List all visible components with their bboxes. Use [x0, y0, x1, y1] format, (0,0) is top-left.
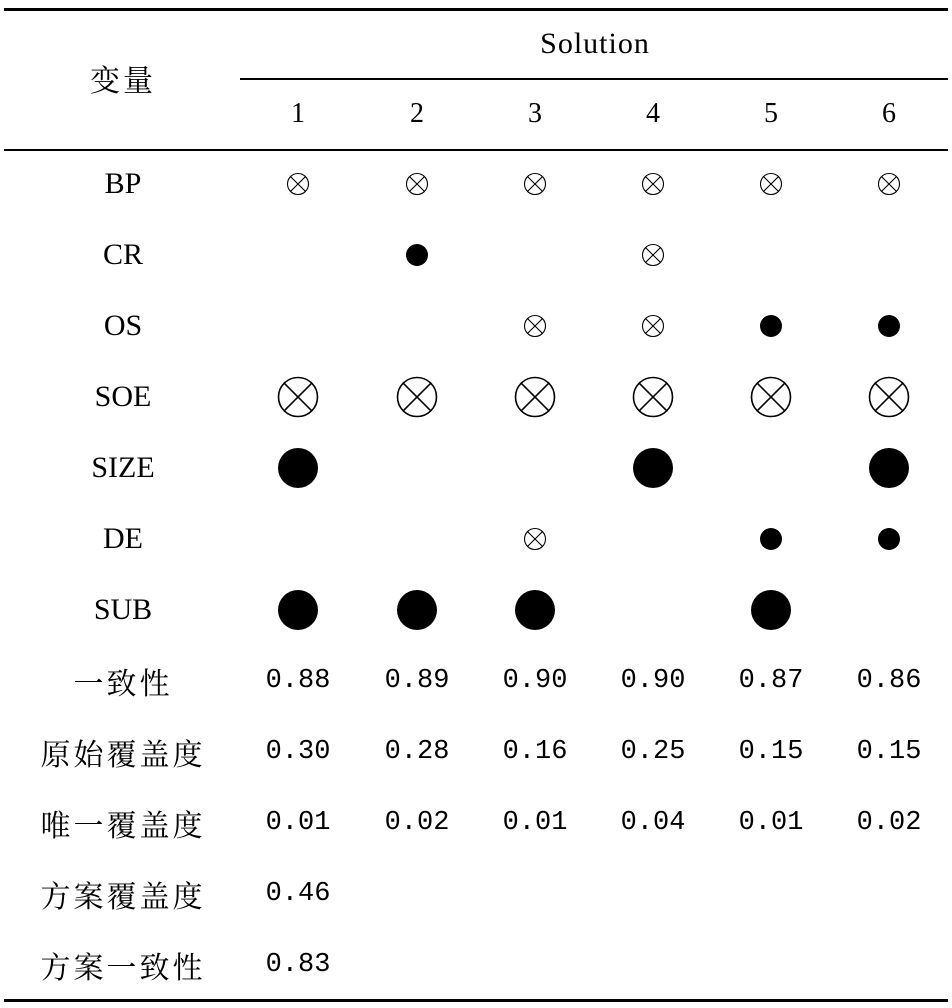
table-cell-symbol — [395, 375, 439, 419]
column-header-1: 1 — [291, 98, 305, 129]
core-present-circle — [276, 588, 320, 632]
metric-value: 0.01 — [738, 808, 804, 838]
table-cell-symbol — [749, 375, 793, 419]
peripheral-absent-crossed-circle — [522, 171, 548, 197]
row-label-bp: BP — [104, 167, 142, 200]
core-present-circle — [749, 588, 793, 632]
metric-value: 0.46 — [265, 879, 331, 909]
peripheral-absent-crossed-circle — [640, 242, 666, 268]
table-cell-symbol — [867, 375, 911, 419]
core-absent-crossed-circle — [513, 375, 557, 419]
column-header-4: 4 — [646, 98, 660, 129]
table-cell-symbol — [758, 526, 784, 552]
table-cell-symbol — [758, 171, 784, 197]
table-cell-symbol — [513, 375, 557, 419]
metric-label: 原始覆盖度 — [40, 738, 206, 773]
metric-value: 0.02 — [384, 808, 450, 838]
row-label-size: SIZE — [91, 451, 155, 484]
row-label-de: DE — [103, 522, 143, 555]
peripheral-present-circle — [404, 242, 430, 268]
core-present-circle — [395, 588, 439, 632]
metric-value: 0.04 — [620, 808, 686, 838]
table-cell-symbol — [640, 171, 666, 197]
row-label-os: OS — [103, 309, 143, 342]
table-cell-symbol — [513, 588, 557, 632]
table-cell-symbol — [522, 313, 548, 339]
table-cell-symbol — [276, 588, 320, 632]
peripheral-absent-crossed-circle — [522, 313, 548, 339]
metric-label: 方案一致性 — [40, 951, 206, 986]
row-label-sub: SUB — [93, 593, 153, 626]
table-cell-symbol — [404, 242, 430, 268]
column-header-6: 6 — [882, 98, 896, 129]
metric-value: 0.88 — [265, 666, 331, 696]
core-present-circle — [513, 588, 557, 632]
bottom-rule — [4, 999, 948, 1002]
column-header-5: 5 — [764, 98, 778, 129]
table-cell-symbol — [867, 446, 911, 490]
metric-value: 0.02 — [856, 808, 922, 838]
peripheral-absent-crossed-circle — [522, 526, 548, 552]
top-rule — [4, 8, 948, 11]
peripheral-absent-crossed-circle — [404, 171, 430, 197]
peripheral-absent-crossed-circle — [876, 171, 902, 197]
peripheral-absent-crossed-circle — [640, 171, 666, 197]
metric-label: 方案覆盖度 — [40, 880, 206, 915]
metric-value: 0.87 — [738, 666, 804, 696]
row-label-soe: SOE — [94, 380, 152, 413]
peripheral-present-circle — [876, 526, 902, 552]
metric-value: 0.90 — [502, 666, 568, 696]
metric-value: 0.83 — [265, 950, 331, 980]
metric-value: 0.01 — [265, 808, 331, 838]
table-cell-symbol — [876, 171, 902, 197]
metric-value: 0.25 — [620, 737, 686, 767]
core-absent-crossed-circle — [631, 375, 675, 419]
peripheral-absent-crossed-circle — [640, 313, 666, 339]
core-present-circle — [867, 446, 911, 490]
column-header-3: 3 — [528, 98, 542, 129]
peripheral-present-circle — [758, 313, 784, 339]
metric-value: 0.86 — [856, 666, 922, 696]
metric-label: 唯一覆盖度 — [40, 809, 206, 844]
table-cell-symbol — [395, 588, 439, 632]
table-cell-symbol — [876, 313, 902, 339]
metric-value: 0.28 — [384, 737, 450, 767]
peripheral-absent-crossed-circle — [758, 171, 784, 197]
solution-underline — [240, 78, 948, 80]
table-cell-symbol — [758, 313, 784, 339]
peripheral-present-circle — [758, 526, 784, 552]
peripheral-present-circle — [876, 313, 902, 339]
metric-value: 0.15 — [856, 737, 922, 767]
metric-label: 一致性 — [73, 667, 173, 702]
variable-header: 变量 — [90, 64, 156, 99]
core-present-circle — [276, 446, 320, 490]
table-cell-symbol — [276, 375, 320, 419]
table-cell-symbol — [404, 171, 430, 197]
metric-value: 0.16 — [502, 737, 568, 767]
metric-value: 0.30 — [265, 737, 331, 767]
table-cell-symbol — [640, 242, 666, 268]
table-cell-symbol — [876, 526, 902, 552]
peripheral-absent-crossed-circle — [285, 171, 311, 197]
core-absent-crossed-circle — [276, 375, 320, 419]
metric-value: 0.90 — [620, 666, 686, 696]
metric-value: 0.15 — [738, 737, 804, 767]
table-cell-symbol — [285, 171, 311, 197]
table-cell-symbol — [522, 171, 548, 197]
table-cell-symbol — [276, 446, 320, 490]
table-cell-symbol — [631, 446, 675, 490]
table-cell-symbol — [631, 375, 675, 419]
core-present-circle — [631, 446, 675, 490]
table-cell-symbol — [749, 588, 793, 632]
table-cell-symbol — [640, 313, 666, 339]
row-label-cr: CR — [102, 238, 144, 271]
metric-value: 0.01 — [502, 808, 568, 838]
core-absent-crossed-circle — [395, 375, 439, 419]
column-header-2: 2 — [410, 98, 424, 129]
core-absent-crossed-circle — [749, 375, 793, 419]
header-rule — [4, 149, 948, 151]
solution-header: Solution — [540, 27, 650, 60]
table-cell-symbol — [522, 526, 548, 552]
metric-value: 0.89 — [384, 666, 450, 696]
core-absent-crossed-circle — [867, 375, 911, 419]
